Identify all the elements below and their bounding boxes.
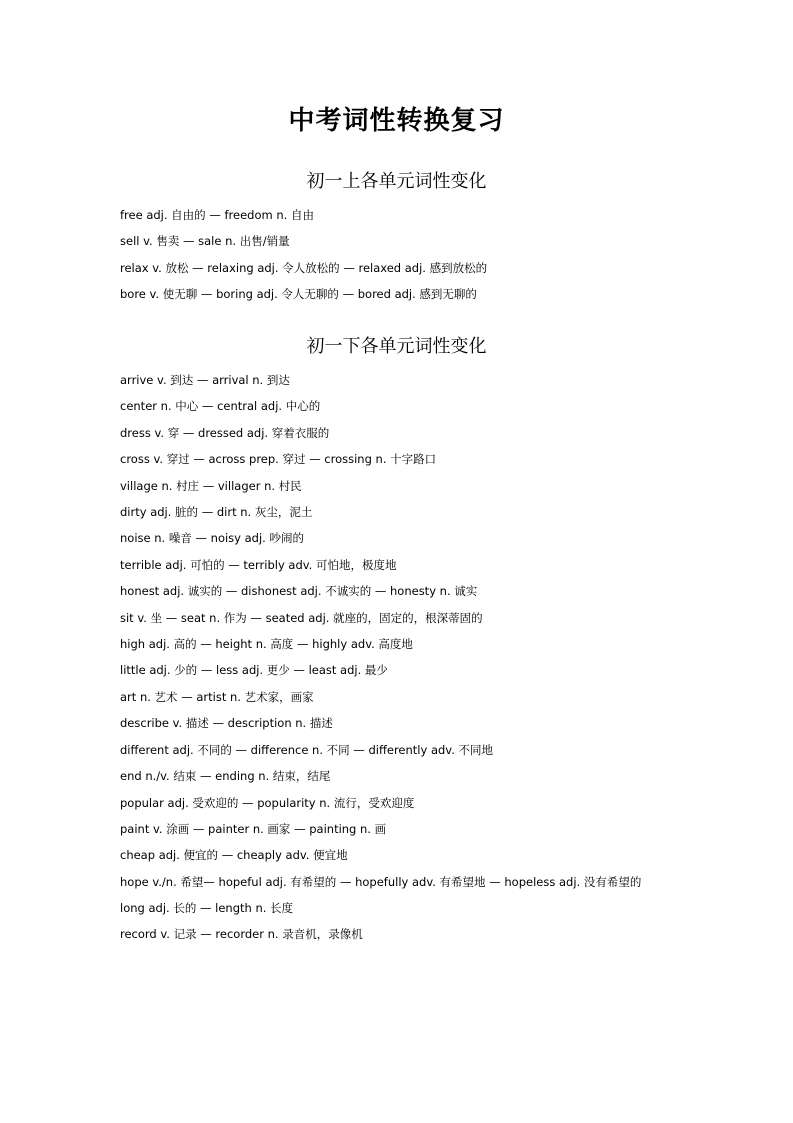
list-item: high adj. 高的 — height n. 高度 — highly adv. 高度地	[120, 637, 413, 652]
list-item: cross v. 穿过 — across prep. 穿过 — crossing n. 十字路口	[120, 452, 437, 467]
section-heading-grade7-term2: 初一下各单元词性变化	[306, 336, 487, 357]
list-item: center n. 中心 — central adj. 中心的	[120, 399, 321, 414]
list-item: art n. 艺术 — artist n. 艺术家，画家	[120, 689, 314, 704]
list-item: little adj. 少的 — less adj. 更少 — least adj. 最少	[120, 663, 388, 678]
list-item: hope v./n. 希望— hopeful adj. 有希望的 — hopefully adv. 有希望地 — hopeless adj. 没有希望的	[120, 874, 642, 889]
list-item: dress v. 穿 — dressed adj. 穿着衣服的	[120, 425, 330, 440]
list-item: paint v. 涂画 — painter n. 画家 — painting n. 画	[120, 821, 387, 836]
list-item: dirty adj. 脏的 — dirt n. 灰尘，泥土	[120, 505, 313, 520]
list-item: noise n. 噪音 — noisy adj. 吵闹的	[120, 531, 304, 546]
list-item: free adj. 自由的 — freedom n. 自由	[120, 208, 314, 222]
list-item: relax v. 放松 — relaxing adj. 令人放松的 — relaxed adj. 感到放松的	[120, 260, 488, 275]
list-item: popular adj. 受欢迎的 — popularity n. 流行，受欢迎度	[120, 795, 415, 810]
list-item: describe v. 描述 — description n. 描述	[120, 716, 333, 731]
list-item: honest adj. 诚实的 — dishonest adj. 不诚实的 — honesty n. 诚实	[120, 584, 478, 599]
list-item: terrible adj. 可怕的 — terribly adv. 可怕地，极度地	[120, 557, 397, 572]
list-item: end n./v. 结束 — ending n. 结束，结尾	[120, 769, 331, 784]
list-item: arrive v. 到达 — arrival n. 到达	[120, 373, 290, 387]
page-title: 中考词性转换复习	[288, 106, 505, 136]
list-item: bore v. 使无聊 — boring adj. 令人无聊的 — bored adj. 感到无聊的	[120, 287, 477, 302]
list-item: sell v. 售卖 — sale n. 出售/销量	[120, 234, 290, 249]
list-item: different adj. 不同的 — difference n. 不同 — differently adv. 不同地	[120, 742, 494, 757]
list-item: long adj. 长的 — length n. 长度	[120, 900, 294, 915]
entry-list-grade7-term1	[120, 202, 668, 308]
list-item: village n. 村庄 — villager n. 村民	[120, 478, 302, 493]
section-heading-grade7-term1: 初一上各单元词性变化	[306, 171, 487, 192]
list-item: record v. 记录 — recorder n. 录音机，录像机	[120, 927, 363, 942]
list-item: cheap adj. 便宜的 — cheaply adv. 便宜地	[120, 848, 348, 863]
entry-list-grade7-term2	[120, 367, 668, 948]
list-item: sit v. 坐 — seat n. 作为 — seated adj. 就座的，固定的，根深蒂固的	[120, 610, 483, 625]
